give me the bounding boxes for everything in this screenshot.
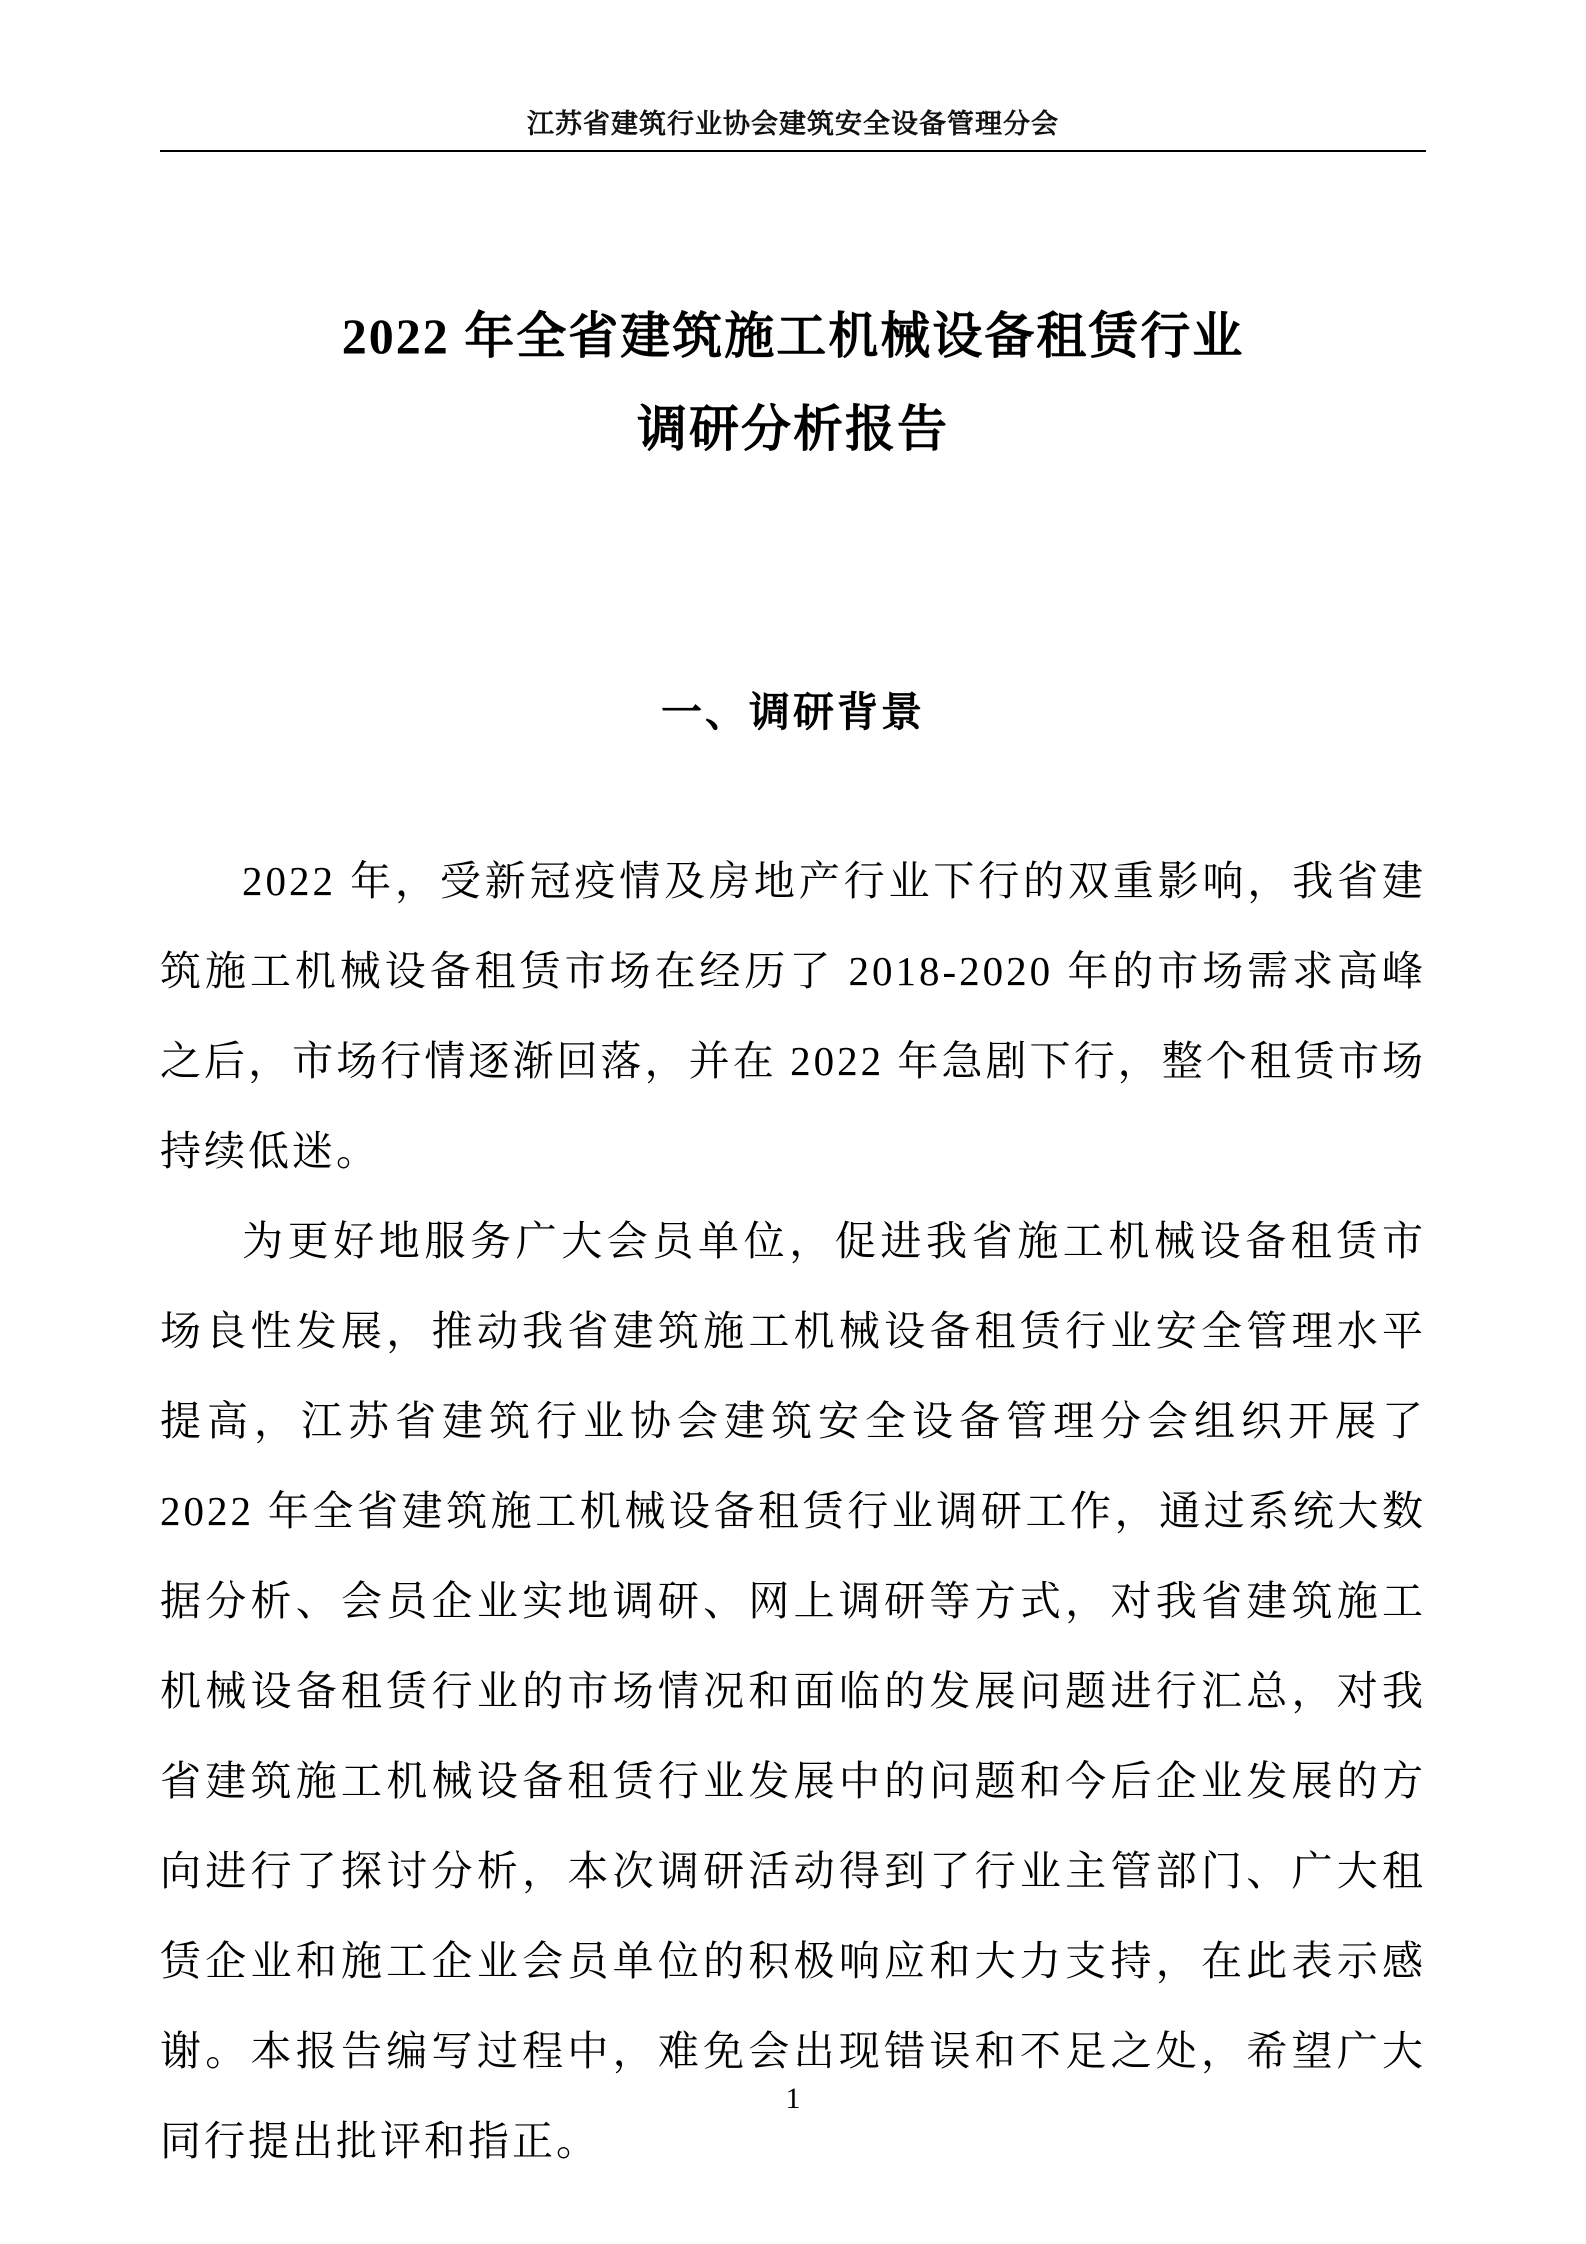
page-header xyxy=(160,0,1426,152)
report-title xyxy=(160,290,1426,476)
report-title-line1: 2022 年全省建筑施工机械设备租赁行业 xyxy=(341,308,1245,364)
section-heading-survey-background: 一、调研背景 xyxy=(661,689,925,735)
report-title-line2: 调研分析报告 xyxy=(637,401,949,457)
page-number: 1 xyxy=(785,2082,801,2115)
header-association-name: 江苏省建筑行业协会建筑安全设备管理分会 xyxy=(527,109,1059,139)
body-text xyxy=(160,836,1426,2186)
paragraph-2: 为更好地服务广大会员单位，促进我省施工机械设备租赁市场良性发展，推动我省建筑施工机械设备租赁行业安全管理水平提高，江苏省建筑行业协会建筑安全设备管理分会组织开展了 2022 年全省建筑施工机械设备租赁行业调研工作，通过系统大数据分析、会员企业实地调研、网上调研等方式，对我省建筑施工机械设备租赁行业的市场情况和面临的发展问题进行汇总，对我省建筑施工机械设备租赁行业发展中的问题和今后企业发展的方向进行了探讨分析，本次调研活动得到了行业主管部门、广大租赁企业和施工企业会员单位的积极响应和大力支持，在此表示感谢。本报告编写过程中，难免会出现错误和不足之处，希望广大同行提出批评和指正。 xyxy=(160,1218,1426,2164)
paragraph-1: 2022 年，受新冠疫情及房地产行业下行的双重影响，我省建筑施工机械设备租赁市场在经历了 2018-2020 年的市场需求高峰之后，市场行情逐渐回落，并在 2022 年急剧下行，整个租赁市场持续低迷。 xyxy=(160,858,1426,1174)
